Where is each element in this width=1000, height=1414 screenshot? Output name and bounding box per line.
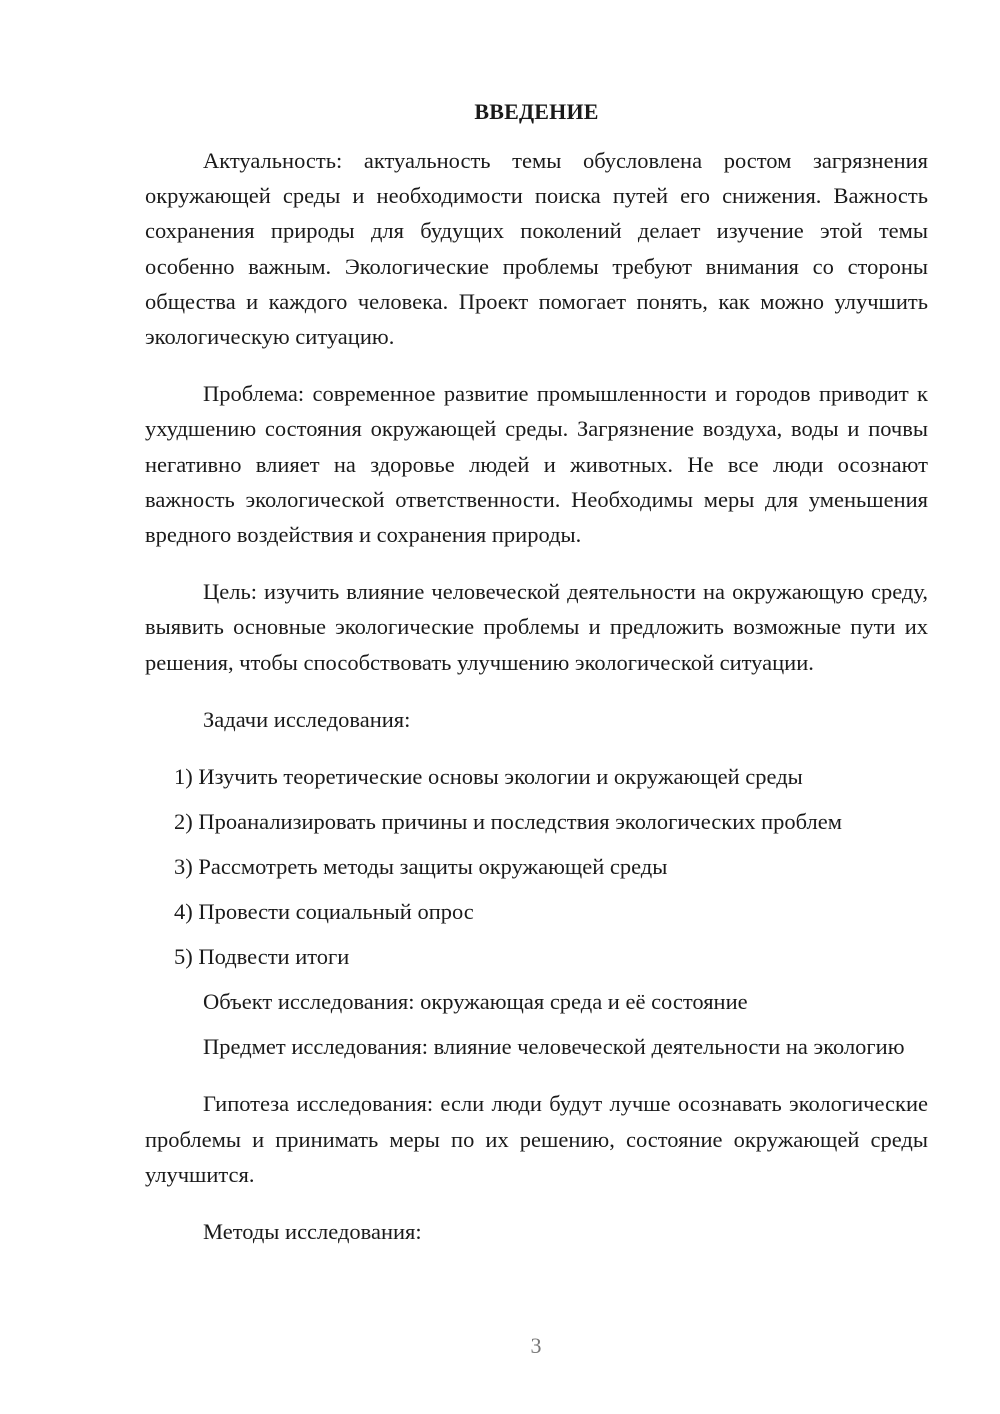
- goal-paragraph: Цель: изучить влияние человеческой деятельности на окружающую среду, выявить основные экологические проблемы и предложить возможные пути их решения, чтобы способствовать улучшению экологической ситуации.: [145, 579, 928, 675]
- hypothesis-paragraph: Гипотеза исследования: если люди будут лучше осознавать экологические проблемы и принимать меры по их решению, состояние окружающей среды улучшится.: [145, 1091, 928, 1187]
- tasks-list: [145, 759, 928, 974]
- object-paragraph: Объект исследования: окружающая среда и её состояние: [203, 989, 748, 1015]
- methods-heading: Методы исследования:: [203, 1219, 422, 1245]
- task-item-5: 5) Подвести итоги: [174, 944, 350, 970]
- task-item-3: 3) Рассмотреть методы защиты окружающей среды: [174, 854, 668, 880]
- relevance-paragraph: Актуальность: актуальность темы обусловлена ростом загрязнения окружающей среды и необходимости поиска путей его снижения. Важность сохранения природы для будущих поколений делает изучение этой темы особенно важным. Экологические проблемы требуют внимания со стороны общества и каждого человека. Проект помогает понять, как можно улучшить экологическую ситуацию.: [145, 148, 928, 350]
- page-content: [145, 94, 928, 1271]
- subject-paragraph: Предмет исследования: влияние человеческой деятельности на экологию: [203, 1034, 905, 1060]
- task-item-1: 1) Изучить теоретические основы экологии и окружающей среды: [174, 764, 803, 790]
- problem-paragraph: Проблема: современное развитие промышленности и городов приводит к ухудшению состояния окружающей среды. Загрязнение воздуха, воды и почвы негативно влияет на здоровье людей и животных. Не все люди осознают важность экологической ответственности. Необходимы меры для уменьшения вредного воздействия и сохранения природы.: [145, 381, 928, 548]
- tasks-heading: Задачи исследования:: [203, 706, 411, 732]
- page-number: 3: [530, 1333, 542, 1358]
- task-item-2: 2) Проанализировать причины и последствия экологических проблем: [174, 809, 843, 835]
- task-item-4: 4) Провести социальный опрос: [174, 899, 474, 925]
- section-heading: ВВЕДЕНИЕ: [474, 99, 599, 124]
